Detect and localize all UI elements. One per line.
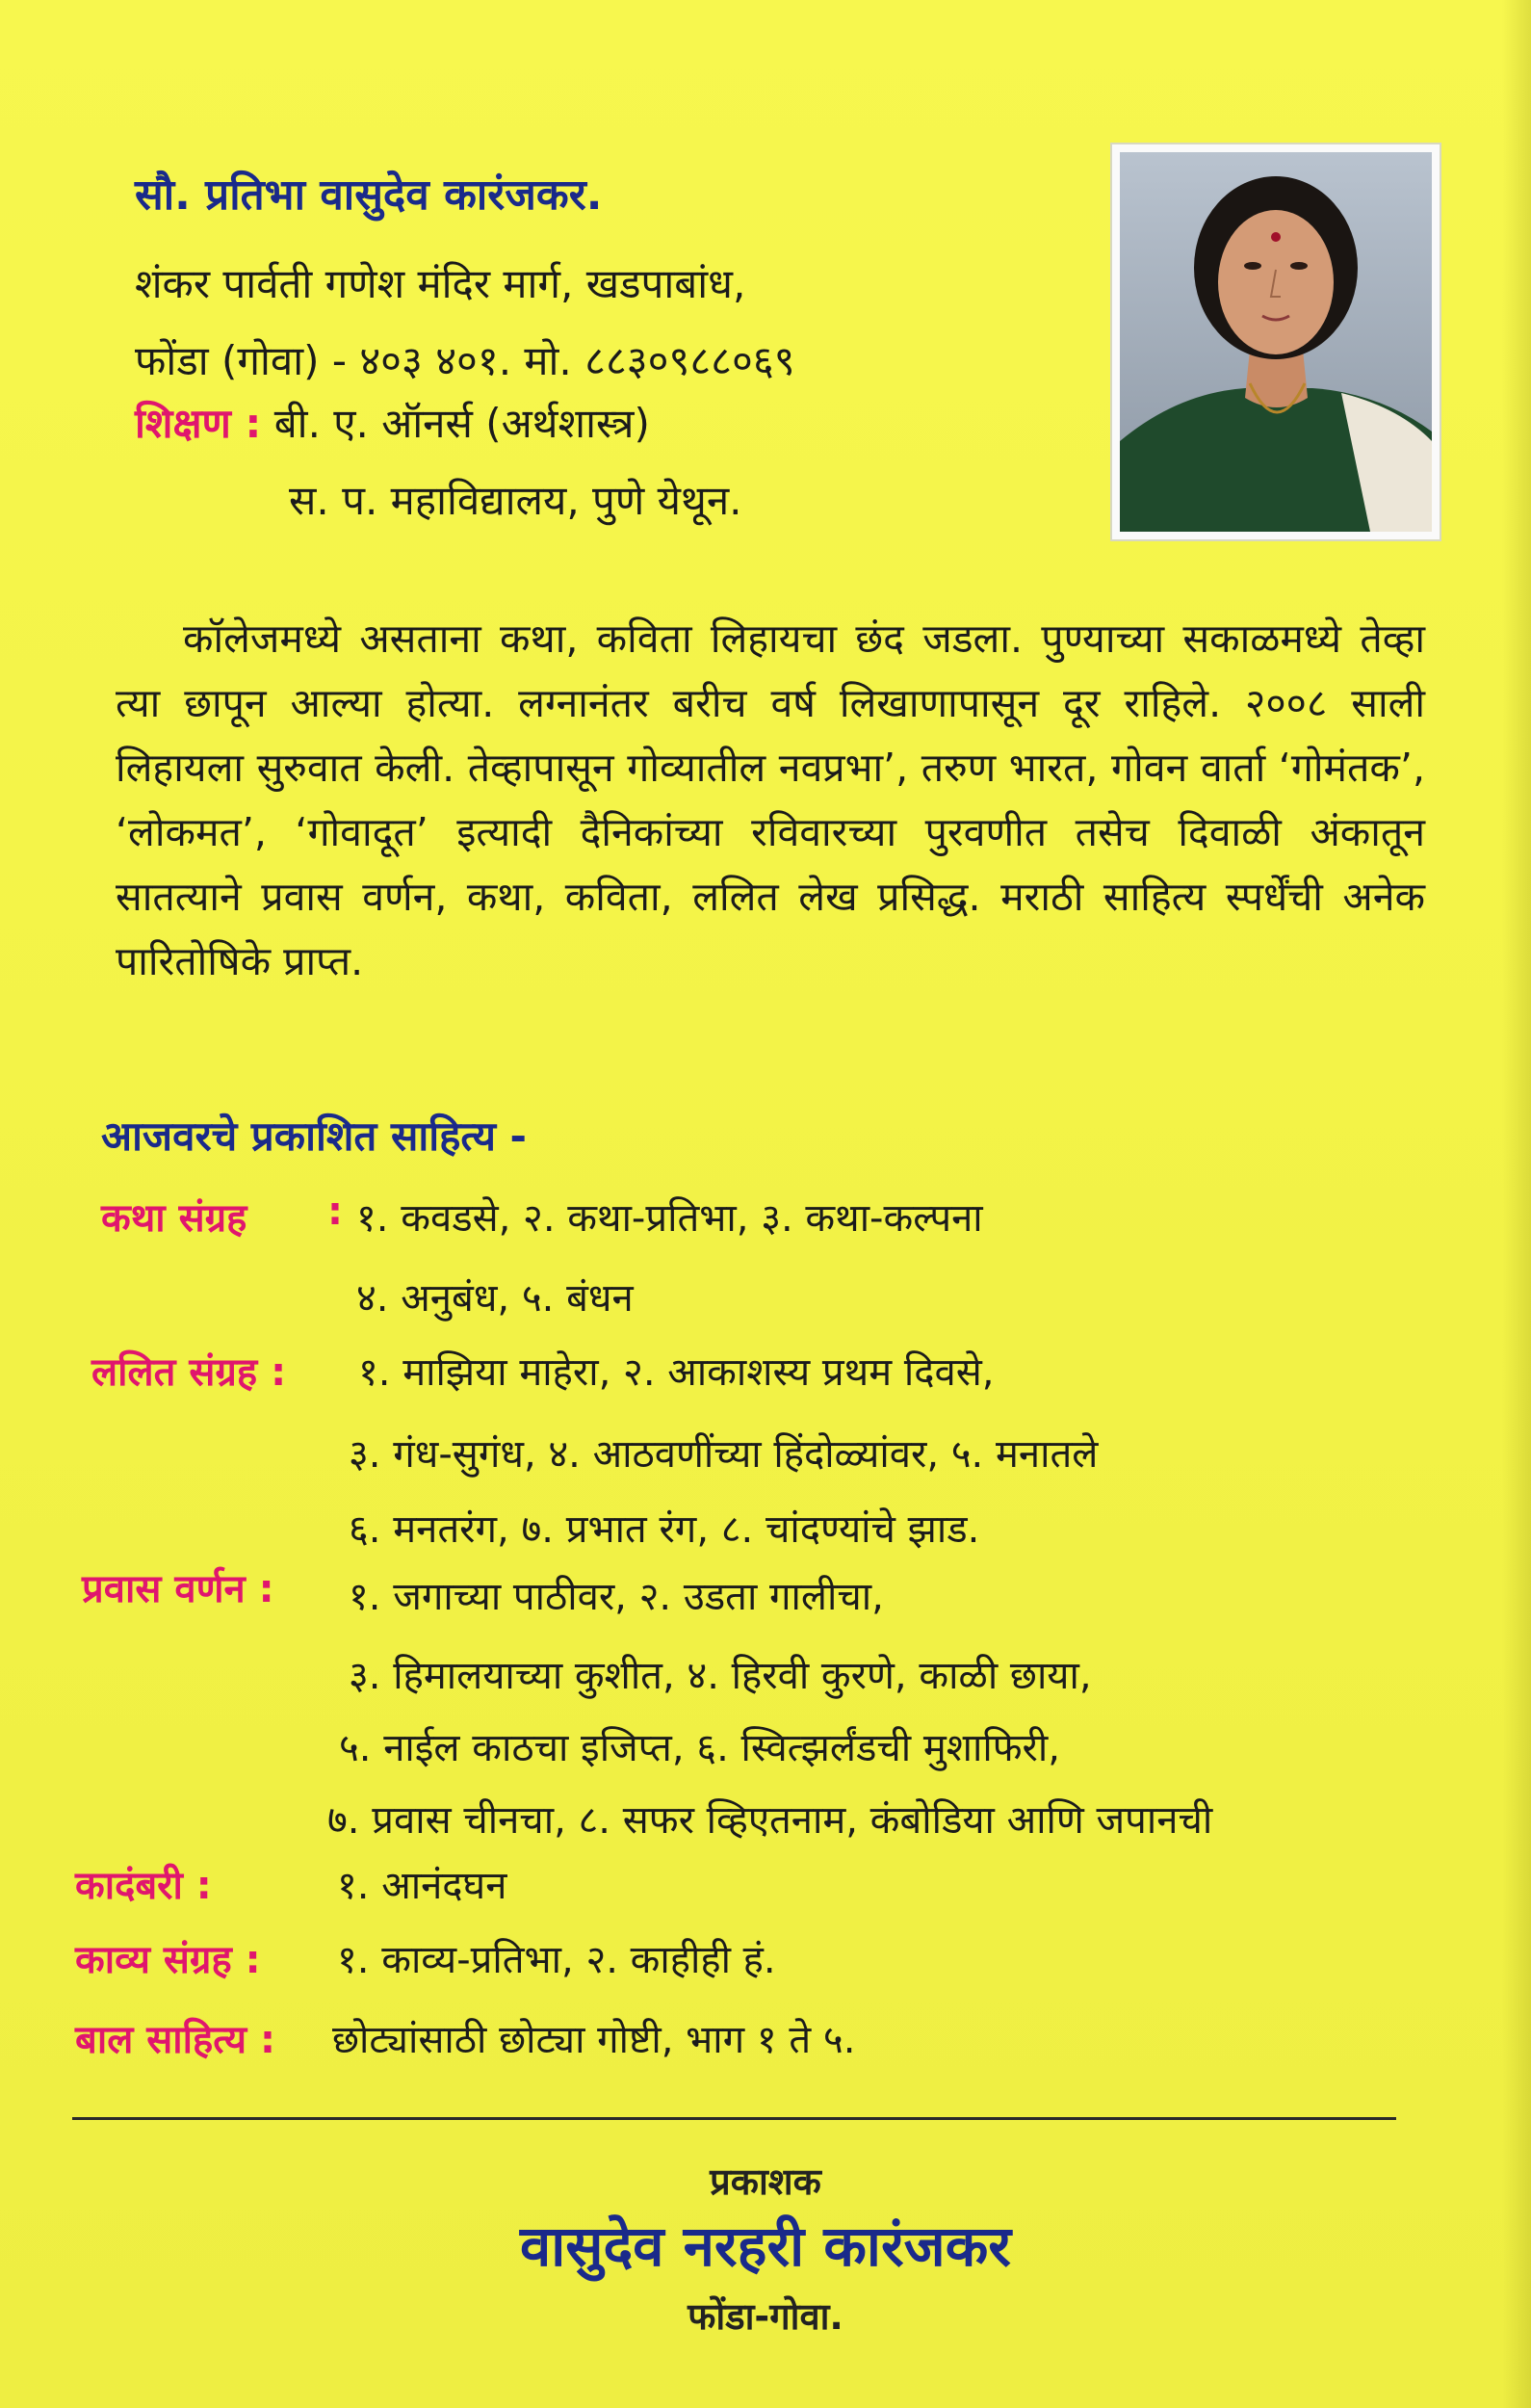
kavya-sangrah-line-1: १. काव्य-प्रतिभा, २. काहीही हं. [337,1938,776,1982]
education-degree: बी. ए. ऑनर्स (अर्थशास्त्र) [273,400,650,447]
kadambari-label: कादंबरी : [75,1864,212,1908]
lalit-sangrah-label: ललित संग्रह : [91,1350,287,1395]
education-row [135,395,650,450]
lalit-sangrah-line-2: ३. गंध-सुगंध, ४. आठवणींच्या हिंदोळ्यांवर, ५. मनातले [349,1432,1099,1477]
kadambari-line-1: १. आनंदघन [337,1864,507,1908]
pravas-varnan-label: प्रवास वर्णन : [82,1567,274,1611]
lalit-sangrah-line-3: ६. मनतरंग, ७. प्रभात रंग, ८. चांदण्यांचे झाड. [349,1507,980,1552]
pravas-varnan-line-2: ३. हिमालयाच्या कुशीत, ४. हिरवी कुरणे, काळी छाया, [349,1654,1092,1698]
bal-sahitya-line-1: छोट्यांसाठी छोट्या गोष्टी, भाग १ ते ५. [332,2018,856,2062]
pravas-varnan-line-1: १. जगाच्या पाठीवर, २. उडता गालीचा, [349,1575,884,1619]
lalit-sangrah-line-1: १. माझिया माहेरा, २. आकाशस्य प्रथम दिवसे, [358,1350,995,1395]
katha-sangrah-colon: : [327,1190,343,1234]
author-bio-paragraph: कॉलेजमध्ये असताना कथा, कविता लिहायचा छंद जडला. पुण्याच्या सकाळमध्ये तेव्हा त्या छापून आल्या होत्या. लग्नानंतर बरीच वर्ष लिखाणापासून दूर राहिले. २००८ साली लिहायला सुरुवात केली. तेव्हापासून गोव्यातील नवप्रभा’, तरुण भारत, गोवन वार्ता ‘गोमंतक’, ‘लोकमत’, ‘गोवादूत’ इत्यादी दैनिकांच्या रविवारच्या पुरवणीत तसेच दिवाळी अंकातून सातत्याने प्रवास वर्णन, कथा, कविता, ललित लेख प्रसिद्ध. मराठी साहित्य स्पर्धेंची अनेक पारितोषिके प्राप्त. [116,615,1425,984]
katha-sangrah-line-2: ४. अनुबंध, ५. बंधन [356,1276,634,1321]
address-line-1: शंकर पार्वती गणेश मंदिर मार्ग, खडपाबांध, [135,260,746,307]
katha-sangrah-line-1: १. कवडसे, २. कथा-प्रतिभा, ३. कथा-कल्पना [356,1196,983,1241]
publisher-place: फोंडा-गोवा. [688,2295,843,2338]
kavya-sangrah-label: काव्य संग्रह : [75,1938,261,1982]
author-photo [1112,144,1440,539]
divider-line [72,2117,1396,2120]
publisher-label: प्रकाशक [710,2160,821,2203]
katha-sangrah-label: कथा संग्रह [101,1196,247,1241]
pravas-varnan-line-3: ५. नाईल काठचा इजिप्त, ६. स्वित्झर्लंडची मुशाफिरी, [339,1726,1060,1770]
address-line-2: फोंडा (गोवा) - ४०३ ४०१. मो. ८८३०९८८०६९ [135,337,795,384]
page-edge-shadow [1502,0,1531,2408]
education-college: स. प. महाविद्यालय, पुणे येथून. [289,477,742,524]
author-name: सौ. प्रतिभा वासुदेव कारंजकर. [135,170,603,220]
published-works-heading: आजवरचे प्रकाशित साहित्य - [101,1112,527,1160]
education-label: शिक्षण : [135,400,262,447]
publisher-name: वासुदेव नरहरी कारंजकर [520,2213,1011,2279]
bal-sahitya-label: बाल साहित्य : [75,2018,275,2062]
pravas-varnan-line-4: ७. प्रवास चीनचा, ८. सफर व्हिएतनाम, कंबोडिया आणि जपानची [327,1798,1213,1843]
author-portrait-image [1120,152,1432,532]
